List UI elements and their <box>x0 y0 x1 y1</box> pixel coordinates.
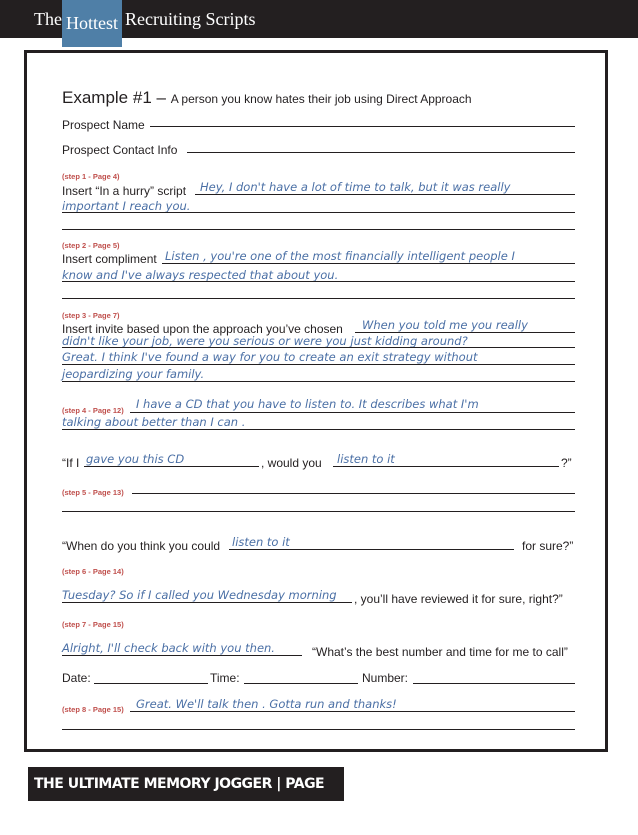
if-line-mid: , would you <box>261 456 322 470</box>
step-7-answer: Alright, I'll check back with you then. <box>62 641 275 655</box>
date-label: Date: <box>62 671 91 685</box>
number-line[interactable] <box>413 683 575 684</box>
if-line-post: ?” <box>561 456 572 470</box>
if-line-pre: “If I <box>62 456 80 470</box>
step-4-line-2[interactable] <box>62 429 575 430</box>
when-line-pre: “When do you think you could <box>62 539 221 553</box>
step-2-answer-line2: know and I've always respected that about you. <box>62 268 339 282</box>
if-line-blank2[interactable] <box>333 466 559 467</box>
example-heading <box>62 88 472 108</box>
step-3-label: Insert invite based upon the approach you’ve chosen <box>62 322 343 336</box>
step-7-post: “What’s the best number and time for me to call” <box>312 645 568 659</box>
step-8-line[interactable] <box>130 711 575 712</box>
step-8-answer: Great. We'll talk then . Gotta run and thanks! <box>136 697 397 711</box>
prospect-name-label: Prospect Name <box>62 118 145 132</box>
step-7-line[interactable] <box>62 655 302 656</box>
example-number: Example #1 <box>62 88 152 107</box>
time-label: Time: <box>210 671 240 685</box>
step-1-line-3[interactable] <box>62 229 575 230</box>
prospect-contact-label: Prospect Contact Info <box>62 143 178 157</box>
step-8-tag: (step 8 - Page 15) <box>62 705 124 714</box>
when-line-blank[interactable] <box>229 549 514 550</box>
title-highlight: Hottest <box>62 0 122 47</box>
if-line-blank1[interactable] <box>84 466 259 467</box>
step-3-line-2[interactable] <box>62 347 575 348</box>
step-2-label: Insert compliment <box>62 252 157 266</box>
prospect-contact-line[interactable] <box>187 152 575 153</box>
step-5-line-2[interactable] <box>62 511 575 512</box>
step-2-tag: (step 2 - Page 5) <box>62 241 120 250</box>
date-line[interactable] <box>94 683 208 684</box>
step-1-tag: (step 1 - Page 4) <box>62 172 120 181</box>
step-1-label: Insert “In a hurry” script <box>62 184 187 198</box>
step-3-answer-line4: jeopardizing your family. <box>62 367 205 381</box>
step-3-answer-line1: When you told me you really <box>362 318 528 332</box>
step-4-answer-line2: talking about better than I can . <box>62 415 246 429</box>
step-4-tag: (step 4 - Page 12) <box>62 406 124 415</box>
when-line-post: for sure?” <box>522 539 574 553</box>
when-line-answer: listen to it <box>232 535 290 549</box>
time-line[interactable] <box>244 683 358 684</box>
step-3-tag: (step 3 - Page 7) <box>62 311 120 320</box>
step-3-answer-line3: Great. I think I've found a way for you to create an exit strategy without <box>62 350 478 364</box>
footer-bar: THE ULTIMATE MEMORY JOGGER | PAGE 66 <box>28 767 344 801</box>
step-5-tag: (step 5 - Page 13) <box>62 488 124 497</box>
step-5-line[interactable] <box>132 493 575 494</box>
step-3-line-3[interactable] <box>62 364 575 365</box>
step-1-line-2[interactable] <box>62 212 575 213</box>
step-4-line[interactable] <box>130 412 575 413</box>
title-pre: The <box>34 8 62 29</box>
if-line-blank2-answer: listen to it <box>337 452 395 466</box>
step-1-answer-line2: important I reach you. <box>62 199 191 213</box>
step-6-line[interactable] <box>62 602 352 603</box>
step-1-line[interactable] <box>195 194 575 195</box>
step-2-line-2[interactable] <box>62 281 575 282</box>
step-3-line[interactable] <box>355 332 575 333</box>
step-2-answer-line1: Listen , you're one of the most financially intelligent people I <box>165 249 515 263</box>
step-6-post: , you’ll have reviewed it for sure, right?” <box>354 592 563 606</box>
step-6-answer: Tuesday? So if I called you Wednesday morning <box>62 588 337 602</box>
step-8-line-2[interactable] <box>62 729 575 730</box>
step-7-tag: (step 7 - Page 15) <box>62 620 124 629</box>
step-2-line-3[interactable] <box>62 298 575 299</box>
step-1-answer-line1: Hey, I don't have a lot of time to talk, but it was really <box>200 180 511 194</box>
page-title <box>34 0 255 38</box>
step-3-answer-line2: didn't like your job, were you serious or were you just kidding around? <box>62 334 468 348</box>
number-label: Number: <box>362 671 409 685</box>
if-line-blank1-answer: gave you this CD <box>86 452 185 466</box>
example-dash: – <box>156 88 166 107</box>
step-6-tag: (step 6 - Page 14) <box>62 567 124 576</box>
step-3-line-4[interactable] <box>62 381 575 382</box>
example-subtitle: A person you know hates their job using Direct Approach <box>170 92 472 106</box>
step-4-answer-line1: I have a CD that you have to listen to. It describes what I'm <box>136 397 479 411</box>
step-2-line[interactable] <box>162 263 575 264</box>
prospect-name-line[interactable] <box>150 126 575 127</box>
title-post: Recruiting Scripts <box>124 8 256 29</box>
